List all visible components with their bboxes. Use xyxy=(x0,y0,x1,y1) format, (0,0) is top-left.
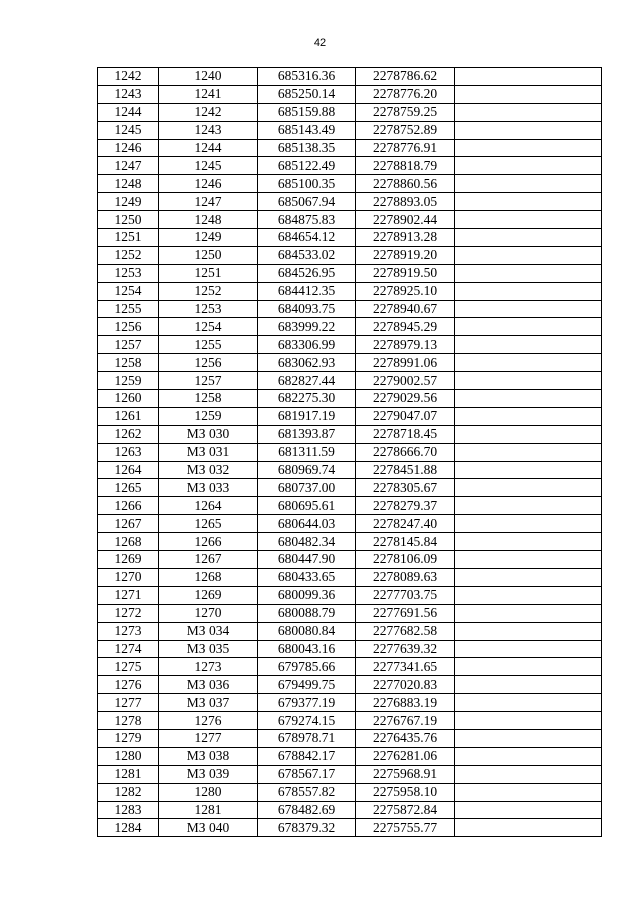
point-number-cell: 1245 xyxy=(98,121,159,139)
point-number-cell: 1257 xyxy=(98,336,159,354)
previous-point-cell: МЗ 040 xyxy=(159,819,258,837)
table-row xyxy=(98,121,602,139)
y-coordinate-cell: 2275958.10 xyxy=(356,783,455,801)
previous-point-cell: 1253 xyxy=(159,300,258,318)
point-number-cell: 1279 xyxy=(98,729,159,747)
x-coordinate-cell: 678557.82 xyxy=(258,783,356,801)
point-number-cell: 1261 xyxy=(98,407,159,425)
y-coordinate-cell: 2276435.76 xyxy=(356,729,455,747)
point-number-cell: 1255 xyxy=(98,300,159,318)
y-coordinate-cell: 2278940.67 xyxy=(356,300,455,318)
note-cell xyxy=(455,85,602,103)
point-number-cell: 1248 xyxy=(98,175,159,193)
note-cell xyxy=(455,819,602,837)
note-cell xyxy=(455,729,602,747)
y-coordinate-cell: 2278945.29 xyxy=(356,318,455,336)
y-coordinate-cell: 2278279.37 xyxy=(356,497,455,515)
previous-point-cell: МЗ 037 xyxy=(159,694,258,712)
x-coordinate-cell: 685143.49 xyxy=(258,121,356,139)
point-number-cell: 1280 xyxy=(98,747,159,765)
previous-point-cell: 1240 xyxy=(159,68,258,86)
note-cell xyxy=(455,264,602,282)
note-cell xyxy=(455,193,602,211)
previous-point-cell: МЗ 033 xyxy=(159,479,258,497)
x-coordinate-cell: 680088.79 xyxy=(258,604,356,622)
previous-point-cell: 1250 xyxy=(159,246,258,264)
x-coordinate-cell: 680433.65 xyxy=(258,568,356,586)
x-coordinate-cell: 681393.87 xyxy=(258,425,356,443)
table-row xyxy=(98,246,602,264)
table-row xyxy=(98,318,602,336)
x-coordinate-cell: 679499.75 xyxy=(258,676,356,694)
previous-point-cell: МЗ 032 xyxy=(159,461,258,479)
x-coordinate-cell: 684875.83 xyxy=(258,211,356,229)
table-row xyxy=(98,622,602,640)
x-coordinate-cell: 680043.16 xyxy=(258,640,356,658)
table-row xyxy=(98,354,602,372)
previous-point-cell: 1268 xyxy=(159,568,258,586)
y-coordinate-cell: 2275872.84 xyxy=(356,801,455,819)
note-cell xyxy=(455,765,602,783)
y-coordinate-cell: 2277682.58 xyxy=(356,622,455,640)
y-coordinate-cell: 2278860.56 xyxy=(356,175,455,193)
table-row xyxy=(98,712,602,730)
previous-point-cell: 1242 xyxy=(159,103,258,121)
table-row xyxy=(98,157,602,175)
y-coordinate-cell: 2278451.88 xyxy=(356,461,455,479)
x-coordinate-cell: 683999.22 xyxy=(258,318,356,336)
y-coordinate-cell: 2278991.06 xyxy=(356,354,455,372)
point-number-cell: 1259 xyxy=(98,372,159,390)
note-cell xyxy=(455,354,602,372)
note-cell xyxy=(455,801,602,819)
table-row xyxy=(98,676,602,694)
table-row xyxy=(98,658,602,676)
y-coordinate-cell: 2278776.20 xyxy=(356,85,455,103)
page-number: 42 xyxy=(313,37,327,49)
table-row xyxy=(98,407,602,425)
y-coordinate-cell: 2279002.57 xyxy=(356,372,455,390)
y-coordinate-cell: 2278752.89 xyxy=(356,121,455,139)
previous-point-cell: 1280 xyxy=(159,783,258,801)
previous-point-cell: 1243 xyxy=(159,121,258,139)
point-number-cell: 1268 xyxy=(98,533,159,551)
x-coordinate-cell: 680737.00 xyxy=(258,479,356,497)
point-number-cell: 1246 xyxy=(98,139,159,157)
point-number-cell: 1266 xyxy=(98,497,159,515)
previous-point-cell: 1254 xyxy=(159,318,258,336)
note-cell xyxy=(455,229,602,247)
note-cell xyxy=(455,157,602,175)
previous-point-cell: 1277 xyxy=(159,729,258,747)
previous-point-cell: 1276 xyxy=(159,712,258,730)
table-row xyxy=(98,336,602,354)
note-cell xyxy=(455,515,602,533)
previous-point-cell: МЗ 031 xyxy=(159,443,258,461)
note-cell xyxy=(455,139,602,157)
note-cell xyxy=(455,300,602,318)
note-cell xyxy=(455,103,602,121)
note-cell xyxy=(455,211,602,229)
previous-point-cell: 1265 xyxy=(159,515,258,533)
note-cell xyxy=(455,604,602,622)
y-coordinate-cell: 2278145.84 xyxy=(356,533,455,551)
previous-point-cell: 1256 xyxy=(159,354,258,372)
table-row xyxy=(98,390,602,408)
table-row xyxy=(98,568,602,586)
table-row xyxy=(98,282,602,300)
previous-point-cell: 1257 xyxy=(159,372,258,390)
x-coordinate-cell: 678567.17 xyxy=(258,765,356,783)
x-coordinate-cell: 685100.35 xyxy=(258,175,356,193)
x-coordinate-cell: 679274.15 xyxy=(258,712,356,730)
x-coordinate-cell: 681311.59 xyxy=(258,443,356,461)
x-coordinate-cell: 678379.32 xyxy=(258,819,356,837)
point-number-cell: 1251 xyxy=(98,229,159,247)
previous-point-cell: 1259 xyxy=(159,407,258,425)
note-cell xyxy=(455,586,602,604)
y-coordinate-cell: 2278759.25 xyxy=(356,103,455,121)
point-number-cell: 1277 xyxy=(98,694,159,712)
table-row xyxy=(98,372,602,390)
table-row xyxy=(98,533,602,551)
y-coordinate-cell: 2278786.62 xyxy=(356,68,455,86)
table-row xyxy=(98,264,602,282)
y-coordinate-cell: 2278919.20 xyxy=(356,246,455,264)
note-cell xyxy=(455,533,602,551)
y-coordinate-cell: 2278893.05 xyxy=(356,193,455,211)
y-coordinate-cell: 2275755.77 xyxy=(356,819,455,837)
y-coordinate-cell: 2275968.91 xyxy=(356,765,455,783)
table-row xyxy=(98,801,602,819)
x-coordinate-cell: 685316.36 xyxy=(258,68,356,86)
point-number-cell: 1274 xyxy=(98,640,159,658)
y-coordinate-cell: 2278305.67 xyxy=(356,479,455,497)
point-number-cell: 1269 xyxy=(98,551,159,569)
note-cell xyxy=(455,694,602,712)
y-coordinate-cell: 2277703.75 xyxy=(356,586,455,604)
note-cell xyxy=(455,282,602,300)
point-number-cell: 1265 xyxy=(98,479,159,497)
previous-point-cell: 1264 xyxy=(159,497,258,515)
point-number-cell: 1252 xyxy=(98,246,159,264)
x-coordinate-cell: 685122.49 xyxy=(258,157,356,175)
x-coordinate-cell: 685250.14 xyxy=(258,85,356,103)
y-coordinate-cell: 2278818.79 xyxy=(356,157,455,175)
note-cell xyxy=(455,175,602,193)
point-number-cell: 1256 xyxy=(98,318,159,336)
note-cell xyxy=(455,497,602,515)
note-cell xyxy=(455,68,602,86)
point-number-cell: 1275 xyxy=(98,658,159,676)
note-cell xyxy=(455,372,602,390)
point-number-cell: 1272 xyxy=(98,604,159,622)
previous-point-cell: 1252 xyxy=(159,282,258,300)
point-number-cell: 1263 xyxy=(98,443,159,461)
previous-point-cell: 1255 xyxy=(159,336,258,354)
previous-point-cell: МЗ 035 xyxy=(159,640,258,658)
point-number-cell: 1276 xyxy=(98,676,159,694)
previous-point-cell: 1249 xyxy=(159,229,258,247)
table-row xyxy=(98,229,602,247)
x-coordinate-cell: 685159.88 xyxy=(258,103,356,121)
table-row xyxy=(98,211,602,229)
note-cell xyxy=(455,318,602,336)
previous-point-cell: 1269 xyxy=(159,586,258,604)
y-coordinate-cell: 2277639.32 xyxy=(356,640,455,658)
point-number-cell: 1250 xyxy=(98,211,159,229)
previous-point-cell: 1248 xyxy=(159,211,258,229)
previous-point-cell: 1247 xyxy=(159,193,258,211)
x-coordinate-cell: 680482.34 xyxy=(258,533,356,551)
table-row xyxy=(98,68,602,86)
note-cell xyxy=(455,658,602,676)
x-coordinate-cell: 684654.12 xyxy=(258,229,356,247)
table-row xyxy=(98,515,602,533)
table-row xyxy=(98,85,602,103)
previous-point-cell: МЗ 039 xyxy=(159,765,258,783)
y-coordinate-cell: 2278913.28 xyxy=(356,229,455,247)
point-number-cell: 1253 xyxy=(98,264,159,282)
note-cell xyxy=(455,712,602,730)
note-cell xyxy=(455,747,602,765)
point-number-cell: 1260 xyxy=(98,390,159,408)
y-coordinate-cell: 2277341.65 xyxy=(356,658,455,676)
y-coordinate-cell: 2276883.19 xyxy=(356,694,455,712)
table-row xyxy=(98,694,602,712)
point-number-cell: 1242 xyxy=(98,68,159,86)
point-number-cell: 1254 xyxy=(98,282,159,300)
table-row xyxy=(98,640,602,658)
previous-point-cell: МЗ 034 xyxy=(159,622,258,640)
previous-point-cell: 1251 xyxy=(159,264,258,282)
table-row xyxy=(98,586,602,604)
note-cell xyxy=(455,551,602,569)
x-coordinate-cell: 680969.74 xyxy=(258,461,356,479)
table-row xyxy=(98,497,602,515)
previous-point-cell: 1258 xyxy=(159,390,258,408)
x-coordinate-cell: 684412.35 xyxy=(258,282,356,300)
y-coordinate-cell: 2278925.10 xyxy=(356,282,455,300)
table-row xyxy=(98,103,602,121)
table-row xyxy=(98,300,602,318)
table-row xyxy=(98,819,602,837)
x-coordinate-cell: 680644.03 xyxy=(258,515,356,533)
previous-point-cell: МЗ 030 xyxy=(159,425,258,443)
y-coordinate-cell: 2278089.63 xyxy=(356,568,455,586)
previous-point-cell: 1267 xyxy=(159,551,258,569)
previous-point-cell: 1270 xyxy=(159,604,258,622)
point-number-cell: 1270 xyxy=(98,568,159,586)
x-coordinate-cell: 684526.95 xyxy=(258,264,356,282)
previous-point-cell: 1244 xyxy=(159,139,258,157)
point-number-cell: 1273 xyxy=(98,622,159,640)
x-coordinate-cell: 684093.75 xyxy=(258,300,356,318)
point-number-cell: 1264 xyxy=(98,461,159,479)
table-row xyxy=(98,443,602,461)
coordinates-table xyxy=(97,67,602,837)
previous-point-cell: 1246 xyxy=(159,175,258,193)
table-row xyxy=(98,139,602,157)
note-cell xyxy=(455,622,602,640)
y-coordinate-cell: 2276767.19 xyxy=(356,712,455,730)
y-coordinate-cell: 2278776.91 xyxy=(356,139,455,157)
point-number-cell: 1244 xyxy=(98,103,159,121)
x-coordinate-cell: 678978.71 xyxy=(258,729,356,747)
note-cell xyxy=(455,640,602,658)
y-coordinate-cell: 2278247.40 xyxy=(356,515,455,533)
y-coordinate-cell: 2278106.09 xyxy=(356,551,455,569)
note-cell xyxy=(455,407,602,425)
previous-point-cell: 1266 xyxy=(159,533,258,551)
point-number-cell: 1284 xyxy=(98,819,159,837)
x-coordinate-cell: 679785.66 xyxy=(258,658,356,676)
point-number-cell: 1262 xyxy=(98,425,159,443)
y-coordinate-cell: 2277691.56 xyxy=(356,604,455,622)
note-cell xyxy=(455,443,602,461)
x-coordinate-cell: 685067.94 xyxy=(258,193,356,211)
table-row xyxy=(98,783,602,801)
note-cell xyxy=(455,246,602,264)
note-cell xyxy=(455,390,602,408)
x-coordinate-cell: 680099.36 xyxy=(258,586,356,604)
previous-point-cell: МЗ 038 xyxy=(159,747,258,765)
y-coordinate-cell: 2278718.45 xyxy=(356,425,455,443)
x-coordinate-cell: 680447.90 xyxy=(258,551,356,569)
x-coordinate-cell: 679377.19 xyxy=(258,694,356,712)
table-row xyxy=(98,425,602,443)
previous-point-cell: 1241 xyxy=(159,85,258,103)
previous-point-cell: 1273 xyxy=(159,658,258,676)
table-row xyxy=(98,193,602,211)
note-cell xyxy=(455,676,602,694)
note-cell xyxy=(455,425,602,443)
x-coordinate-cell: 678482.69 xyxy=(258,801,356,819)
point-number-cell: 1281 xyxy=(98,765,159,783)
previous-point-cell: 1281 xyxy=(159,801,258,819)
y-coordinate-cell: 2278666.70 xyxy=(356,443,455,461)
coordinates-table-body xyxy=(98,68,602,837)
y-coordinate-cell: 2277020.83 xyxy=(356,676,455,694)
point-number-cell: 1258 xyxy=(98,354,159,372)
point-number-cell: 1243 xyxy=(98,85,159,103)
y-coordinate-cell: 2278919.50 xyxy=(356,264,455,282)
x-coordinate-cell: 680695.61 xyxy=(258,497,356,515)
point-number-cell: 1249 xyxy=(98,193,159,211)
note-cell xyxy=(455,121,602,139)
x-coordinate-cell: 682275.30 xyxy=(258,390,356,408)
table-row xyxy=(98,551,602,569)
table-row xyxy=(98,461,602,479)
y-coordinate-cell: 2279047.07 xyxy=(356,407,455,425)
y-coordinate-cell: 2278979.13 xyxy=(356,336,455,354)
point-number-cell: 1267 xyxy=(98,515,159,533)
x-coordinate-cell: 684533.02 xyxy=(258,246,356,264)
table-row xyxy=(98,479,602,497)
note-cell xyxy=(455,568,602,586)
table-row xyxy=(98,604,602,622)
point-number-cell: 1282 xyxy=(98,783,159,801)
note-cell xyxy=(455,461,602,479)
previous-point-cell: МЗ 036 xyxy=(159,676,258,694)
x-coordinate-cell: 685138.35 xyxy=(258,139,356,157)
x-coordinate-cell: 683306.99 xyxy=(258,336,356,354)
point-number-cell: 1271 xyxy=(98,586,159,604)
note-cell xyxy=(455,783,602,801)
previous-point-cell: 1245 xyxy=(159,157,258,175)
x-coordinate-cell: 680080.84 xyxy=(258,622,356,640)
note-cell xyxy=(455,336,602,354)
y-coordinate-cell: 2279029.56 xyxy=(356,390,455,408)
x-coordinate-cell: 678842.17 xyxy=(258,747,356,765)
x-coordinate-cell: 683062.93 xyxy=(258,354,356,372)
y-coordinate-cell: 2278902.44 xyxy=(356,211,455,229)
table-row xyxy=(98,765,602,783)
y-coordinate-cell: 2276281.06 xyxy=(356,747,455,765)
point-number-cell: 1278 xyxy=(98,712,159,730)
table-row xyxy=(98,729,602,747)
note-cell xyxy=(455,479,602,497)
x-coordinate-cell: 681917.19 xyxy=(258,407,356,425)
point-number-cell: 1283 xyxy=(98,801,159,819)
table-row xyxy=(98,175,602,193)
table-row xyxy=(98,747,602,765)
point-number-cell: 1247 xyxy=(98,157,159,175)
x-coordinate-cell: 682827.44 xyxy=(258,372,356,390)
